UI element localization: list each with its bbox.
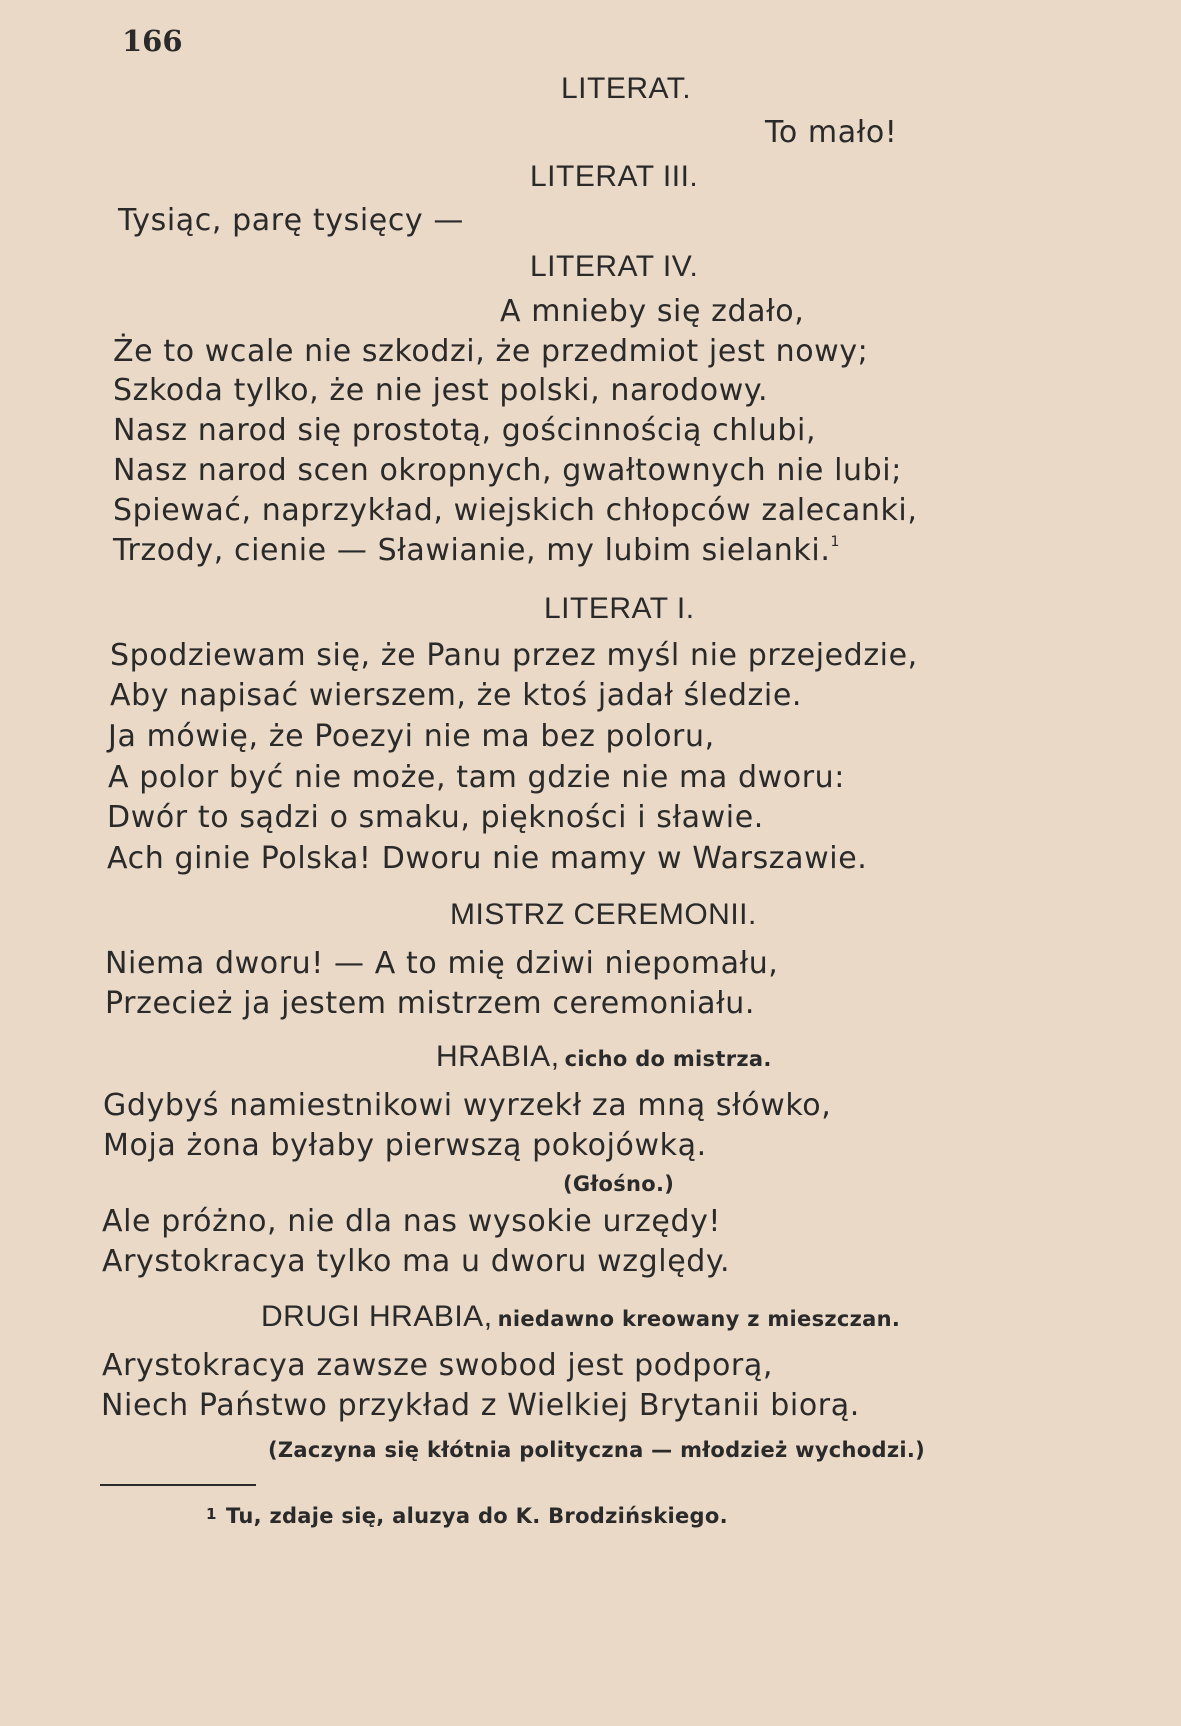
verse-line: A mnieby się zdało, [500, 294, 805, 329]
verse-line: Arystokracya zawsze swobod jest podporą, [102, 1348, 773, 1383]
stage-direction: (Zaczyna się kłótnia polityczna — młodzież wychodzi.) [268, 1438, 926, 1462]
speaker-drugi-hrabia [261, 1300, 900, 1334]
verse-line: Niech Państwo przykład z Wielkiej Brytanii biorą. [101, 1388, 860, 1423]
verse-line: Moja żona byłaby pierwszą pokojówką. [103, 1128, 707, 1163]
speaker-name: HRABIA, [436, 1040, 560, 1073]
page-number: 166 [122, 24, 183, 58]
footnote-reference: 1 [830, 534, 840, 550]
verse-line: A polor być nie może, tam gdzie nie ma dworu: [108, 760, 845, 795]
verse-line [113, 533, 840, 568]
verse-line: Ja mówię, że Poezyi nie ma bez poloru, [108, 719, 715, 754]
verse-text: Trzody, cienie — Sławianie, my lubim sielanki. [113, 533, 831, 568]
verse-line: Arystokracya tylko ma u dworu względy. [102, 1244, 731, 1279]
verse-line: Dwór to sądzi o smaku, piękności i sławie. [107, 800, 764, 835]
stage-direction: (Głośno.) [563, 1172, 675, 1196]
footnote-divider [100, 1484, 256, 1486]
verse-line: Nasz narod scen okropnych, gwałtownych nie lubi; [113, 453, 902, 488]
verse-line: Spiewać, naprzykład, wiejskich chłopców zalecanki, [113, 493, 918, 528]
verse-line: Aby napisać wierszem, że ktoś jadał śledzie. [110, 678, 803, 713]
verse-line: Gdybyś namiestnikowi wyrzekł za mną słówko, [103, 1088, 832, 1123]
verse-line: Niema dworu! — A to mię dziwi niepomału, [105, 946, 779, 981]
speaker-mistrz-ceremonii: MISTRZ CEREMONII. [450, 898, 757, 931]
speaker-literat-4: LITERAT IV. [530, 250, 699, 283]
verse-line: Ach ginie Polska! Dworu nie mamy w Warszawie. [107, 841, 868, 876]
verse-line: Tysiąc, parę tysięcy — [118, 203, 464, 238]
footnote-text: Tu, zdaje się, aluzya do K. Brodzińskiego. [226, 1504, 728, 1528]
verse-line: Przecież ja jestem mistrzem ceremoniału. [105, 986, 756, 1021]
speaker-literat-1: LITERAT I. [544, 592, 695, 625]
stage-direction: cicho do mistrza. [564, 1047, 772, 1071]
speaker-name: DRUGI HRABIA, [261, 1300, 493, 1333]
stage-direction: niedawno kreowany z mieszczan. [497, 1307, 901, 1331]
speaker-hrabia [436, 1040, 772, 1074]
speaker-literat: LITERAT. [561, 72, 692, 105]
verse-line: Że to wcale nie szkodzi, że przedmiot jest nowy; [113, 334, 869, 369]
verse-line: To mało! [765, 115, 898, 150]
verse-line: Ale próżno, nie dla nas wysokie urzędy! [102, 1204, 722, 1239]
speaker-literat-3: LITERAT III. [530, 160, 699, 193]
verse-line: Szkoda tylko, że nie jest polski, narodowy. [113, 373, 769, 408]
verse-line: Spodziewam się, że Panu przez myśl nie przejedzie, [110, 638, 918, 673]
footnote-mark: 1 [206, 1505, 217, 1523]
verse-line: Nasz narod się prostotą, gościnnością chlubi, [113, 413, 817, 448]
